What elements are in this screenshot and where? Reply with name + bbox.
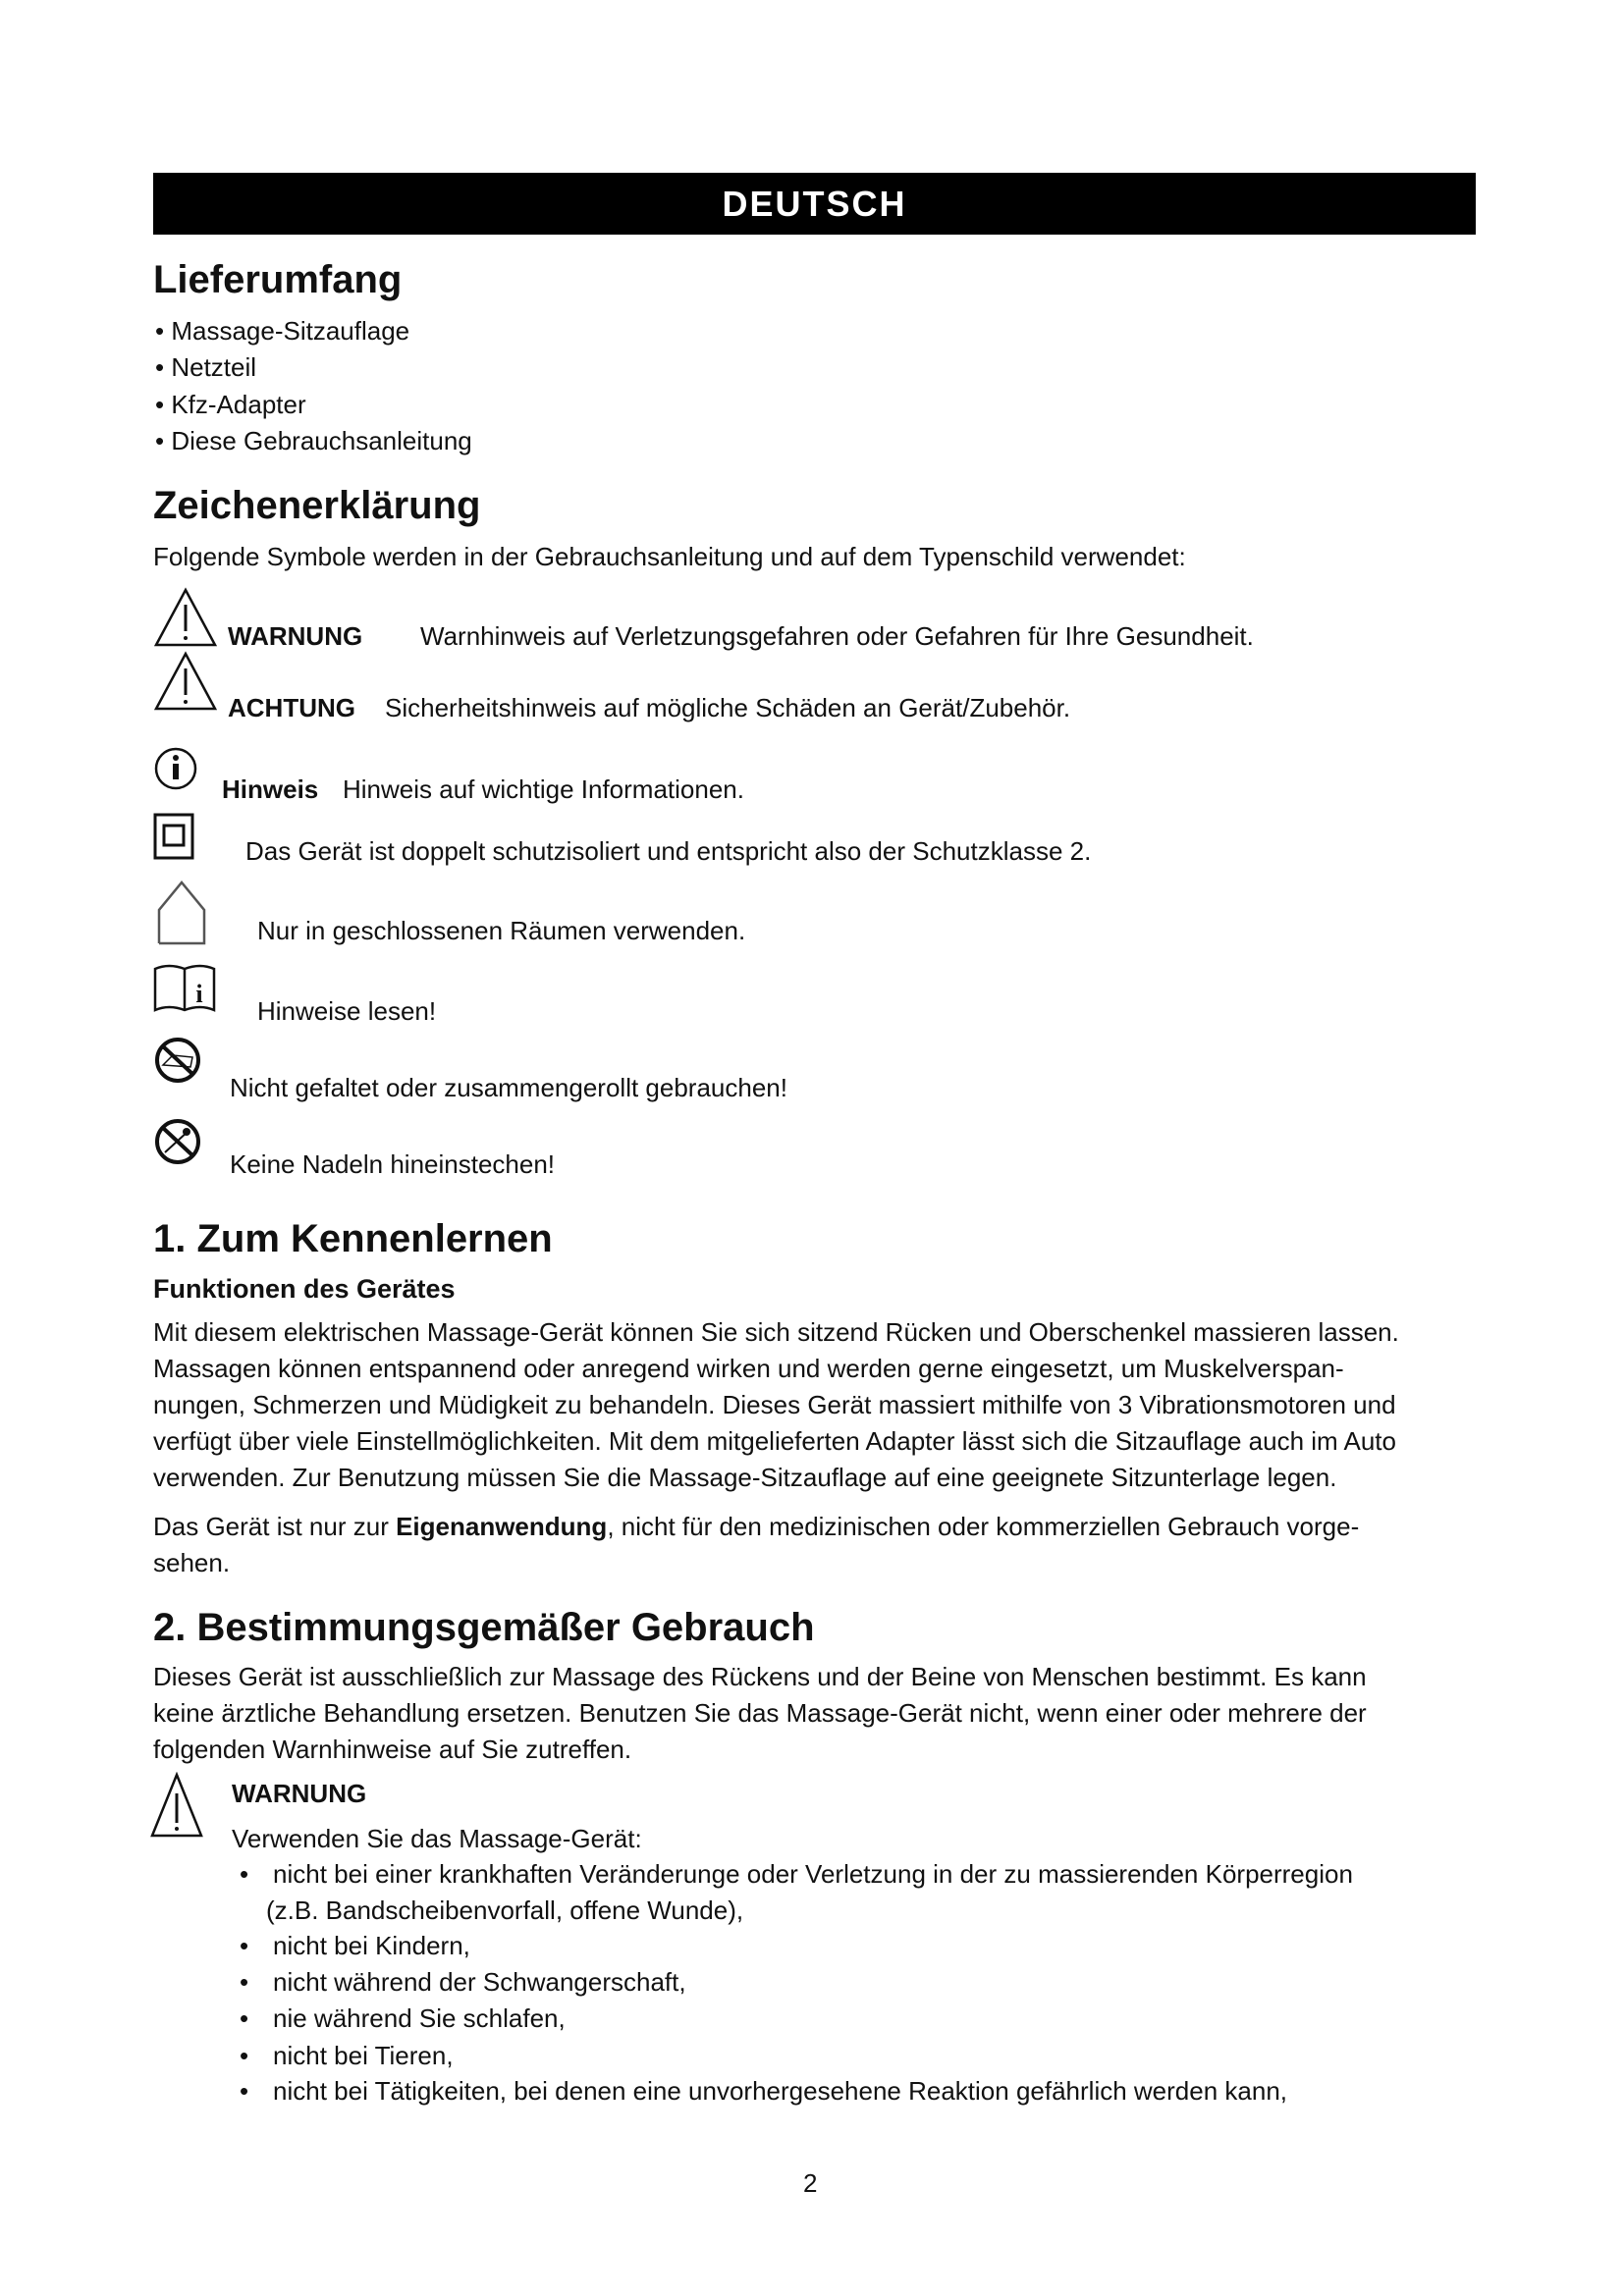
warning-triangle-icon: [149, 1772, 204, 1839]
paragraph-line: [153, 1509, 1359, 1545]
warning-intro: Verwenden Sie das Massage-Gerät:: [232, 1824, 642, 1853]
warning-list-item: • nicht bei Kindern,: [240, 1928, 248, 1964]
warning-list-item-continued: (z.B. Bandscheibenvorfall, offene Wunde),: [266, 1896, 744, 1925]
paragraph-line: Massagen können entspannend oder anregend wirken und werden gerne eingesetzt, um Muskelverspan-: [153, 1354, 1344, 1383]
warning-list-item: • nicht während der Schwangerschaft,: [240, 1964, 248, 2001]
list-item-text: Kfz-Adapter: [171, 390, 306, 419]
list-item: • Netzteil: [155, 352, 257, 382]
warning-list-item: • nicht bei Tieren,: [240, 2038, 248, 2074]
list-item-text: nicht bei einer krankhaften Veränderunge oder Verletzung in der zu massierenden Körperregion: [273, 1859, 1353, 1889]
symbol-text: Hinweis auf wichtige Informationen.: [343, 774, 744, 804]
emphasis-text: Eigenanwendung: [396, 1512, 608, 1541]
symbol-label: WARNUNG: [228, 621, 363, 651]
paragraph-line: Mit diesem elektrischen Massage-Gerät können Sie sich sitzend Rücken und Oberschenkel massieren lassen.: [153, 1317, 1399, 1347]
heading-lieferumfang: Lieferumfang: [153, 258, 403, 301]
warning-list-item: • nicht bei Tätigkeiten, bei denen eine unvorhergesehene Reaktion gefährlich werden kann,: [240, 2073, 248, 2109]
paragraph-line: verfügt über viele Einstellmöglichkeiten. Mit dem mitgelieferten Adapter lässt sich die Sitzauflage auch im Auto: [153, 1426, 1396, 1456]
symbol-text: Nicht gefaltet oder zusammengerollt gebrauchen!: [230, 1073, 787, 1102]
symbol-text: Keine Nadeln hineinstechen!: [230, 1149, 556, 1179]
list-item: • Massage-Sitzauflage: [155, 316, 410, 346]
paragraph-line: keine ärztliche Behandlung ersetzen. Benutzen Sie das Massage-Gerät nicht, wenn einer oder mehrere der: [153, 1698, 1367, 1728]
warning-triangle-icon: [153, 651, 218, 712]
list-item: • Diese Gebrauchsanleitung: [155, 426, 472, 455]
list-item-text: nicht während der Schwangerschaft,: [273, 1967, 686, 1997]
symbol-label: ACHTUNG: [228, 693, 355, 722]
list-item-text: nie während Sie schlafen,: [273, 2003, 566, 2033]
text: , nicht für den medizinischen oder kommerziellen Gebrauch vorge-: [607, 1512, 1360, 1541]
double-insulation-icon: [153, 813, 196, 860]
warning-label: WARNUNG: [232, 1779, 367, 1808]
info-circle-icon: [153, 746, 198, 791]
symbol-text: Sicherheitshinweis auf mögliche Schäden an Gerät/Zubehör.: [385, 693, 1071, 722]
page-number: 2: [803, 2168, 818, 2198]
list-item-text: Netzteil: [171, 352, 257, 382]
heading-section-1: 1. Zum Kennenlernen: [153, 1217, 553, 1260]
no-folding-icon: [153, 1036, 202, 1085]
symbol-text: Warnhinweis auf Verletzungsgefahren oder Gefahren für Ihre Gesundheit.: [420, 621, 1254, 651]
paragraph-line: sehen.: [153, 1548, 231, 1577]
list-item-text: nicht bei Tieren,: [273, 2041, 454, 2070]
warning-triangle-icon: [153, 587, 218, 648]
list-item-text: nicht bei Kindern,: [273, 1931, 470, 1960]
heading-section-2: 2. Bestimmungsgemäßer Gebrauch: [153, 1606, 815, 1649]
list-item: • Kfz-Adapter: [155, 390, 306, 419]
paragraph-line: folgenden Warnhinweise auf Sie zutreffen.: [153, 1735, 632, 1764]
paragraph-line: verwenden. Zur Benutzung müssen Sie die Massage-Sitzauflage auf eine geeignete Sitzunterlage legen.: [153, 1463, 1337, 1492]
symbols-intro: Folgende Symbole werden in der Gebrauchsanleitung und auf dem Typenschild verwendet:: [153, 542, 1186, 571]
list-item-text: Massage-Sitzauflage: [171, 316, 410, 346]
list-item-text: nicht bei Tätigkeiten, bei denen eine unvorhergesehene Reaktion gefährlich werden kann,: [273, 2076, 1288, 2106]
read-manual-icon: [153, 963, 218, 1014]
symbol-text: Hinweise lesen!: [257, 996, 437, 1026]
symbol-text: Das Gerät ist doppelt schutzisoliert und entspricht also der Schutzklasse 2.: [245, 836, 1092, 866]
text: Das Gerät ist nur zur: [153, 1512, 397, 1541]
warning-list-item: • nicht bei einer krankhaften Veränderunge oder Verletzung in der zu massierenden Körperregion: [240, 1856, 248, 1893]
warning-list-item: • nie während Sie schlafen,: [240, 2001, 248, 2037]
paragraph-line: nungen, Schmerzen und Müdigkeit zu behandeln. Dieses Gerät massiert mithilfe von 3 Vibrationsmotoren und: [153, 1390, 1396, 1419]
no-needles-icon: [153, 1117, 202, 1166]
paragraph-line: Dieses Gerät ist ausschließlich zur Massage des Rückens und der Beine von Menschen bestimmt. Es kann: [153, 1662, 1367, 1691]
list-item-text: Diese Gebrauchsanleitung: [171, 426, 472, 455]
svg-text:i: i: [195, 980, 203, 1008]
symbol-text: Nur in geschlossenen Räumen verwenden.: [257, 916, 746, 945]
heading-zeichenerklaerung: Zeichenerklärung: [153, 484, 481, 527]
language-banner: DEUTSCH: [153, 173, 1476, 235]
subheading-funktionen: Funktionen des Gerätes: [153, 1274, 456, 1304]
symbol-label: Hinweis: [222, 774, 319, 804]
house-icon: [153, 877, 210, 947]
